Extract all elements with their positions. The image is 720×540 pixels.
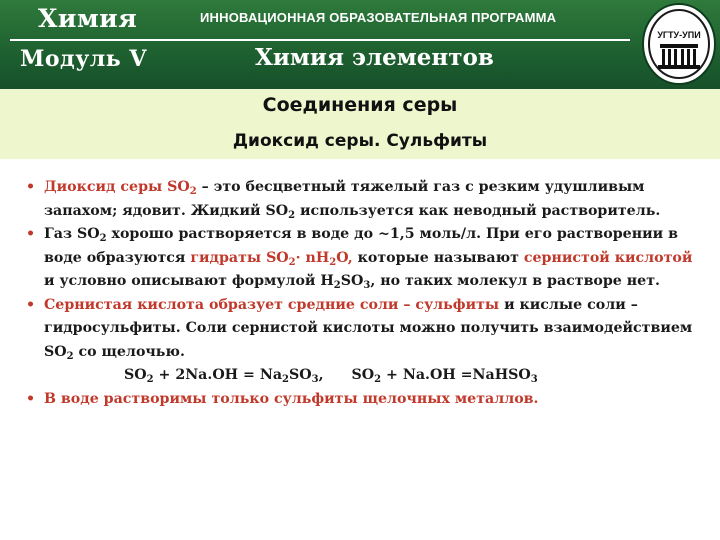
text-run: используется как неводный растворитель. [295,202,661,219]
logo-text: УГТУ-УПИ [657,30,701,40]
text-run: , но таких молекул в растворе нет. [370,273,660,289]
bullet-icon: • [26,179,36,195]
list-item [24,176,704,223]
text-run: и кислые соли – гидросульфиты. Соли сернистой кислоты можно получить взаимодействием SO [44,296,693,360]
text-run: и условно описывают формулой H [44,273,334,289]
equation-line: $SO_2 + 2Na.OH = Na_2SO_3$, $SO_2 + Na.OH$ =NaHSO$_3$ [124,367,538,385]
text-run: SO [340,273,364,289]
bullet-icon: • [26,390,36,407]
text-run: – это бесцветный тяжелый газ с резким удушливым запахом; ядовит. Жидкий SO [44,179,645,219]
list-item [24,388,704,412]
text-run: которые называют [352,249,524,266]
text-run: O, [336,249,353,266]
subscript: 2 [329,256,337,268]
slide-title: Соединения серы [262,94,458,116]
text-run: хорошо растворяется в воде до ~1,5 моль/л. При его растворении в воде образуются [44,226,678,266]
subscript: 2 [288,256,296,268]
bullet-icon: • [26,296,36,313]
slide-subtitle: Диоксид серы. Сульфиты [232,131,488,151]
subscript: 2 [189,186,197,197]
bullet-icon: • [26,226,36,242]
list-item [24,294,704,388]
text-run: сернистой кислотой [523,249,693,266]
subscript: 2 [66,350,74,362]
subscript: 2 [333,280,341,291]
slide-content [24,176,704,411]
text-run: Диоксид серы SO [44,179,190,195]
text-run: Газ SO [44,226,100,242]
subscript: 3 [363,280,371,291]
header-divider [10,39,630,41]
subscript: 2 [288,209,296,221]
text-run: гидраты SO [190,249,289,266]
text-run: со щелочью. [73,343,185,360]
program-title: ИННОВАЦИОННАЯ ОБРАЗОВАТЕЛЬНАЯ ПРОГРАММА [200,10,557,25]
list-item [24,223,704,294]
subscript: 2 [99,233,107,244]
university-logo [640,2,718,87]
header-banner [0,0,720,89]
text-run: · nH [295,249,330,266]
subject-title: Химия [38,4,138,33]
module-label: Модуль V [20,46,147,72]
course-title: Химия элементов [255,44,494,71]
text-run: Сернистая кислота образует средние соли – сульфиты [44,296,500,313]
text-run: В воде растворимы только сульфиты щелочных металлов. [44,390,539,407]
